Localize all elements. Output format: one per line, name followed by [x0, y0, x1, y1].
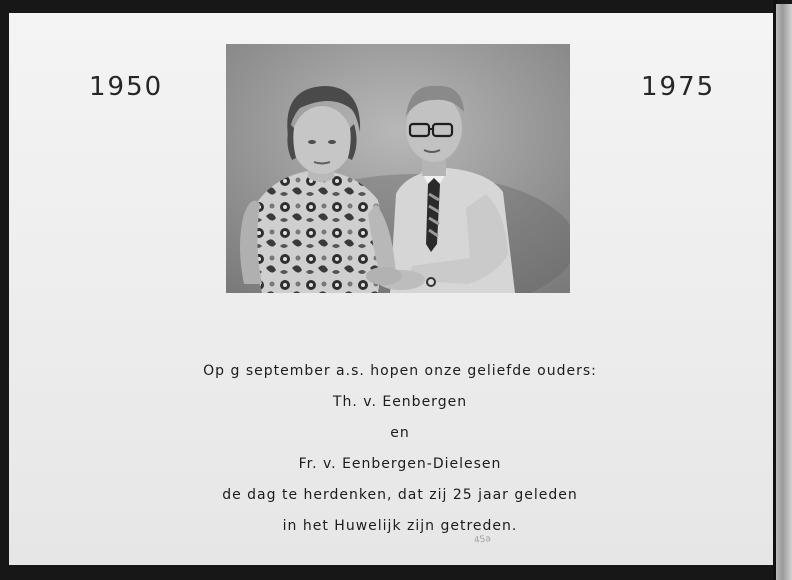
year-left: 1950: [89, 72, 164, 102]
announcement-line-1: Op g september a.s. hopen onze geliefde ouders:: [203, 363, 597, 379]
adjacent-page-edge: [776, 4, 792, 580]
announcement-line-5: de dag te herdenken, dat zij 25 jaar geleden: [222, 487, 578, 503]
pencil-mark: 45a: [473, 533, 492, 547]
announcement-text: [120, 358, 680, 547]
announcement-line-6: in het Huwelijk zijn getreden.: [282, 518, 518, 534]
announcement-line-2: Th. v. Eenbergen: [332, 394, 468, 410]
portrait-illustration: [226, 44, 570, 293]
announcement-line-3: en: [390, 425, 410, 441]
couple-portrait-photo: [226, 44, 570, 293]
announcement-line-4: Fr. v. Eenbergen-Dielesen: [298, 456, 502, 472]
year-right: 1975: [641, 72, 716, 102]
